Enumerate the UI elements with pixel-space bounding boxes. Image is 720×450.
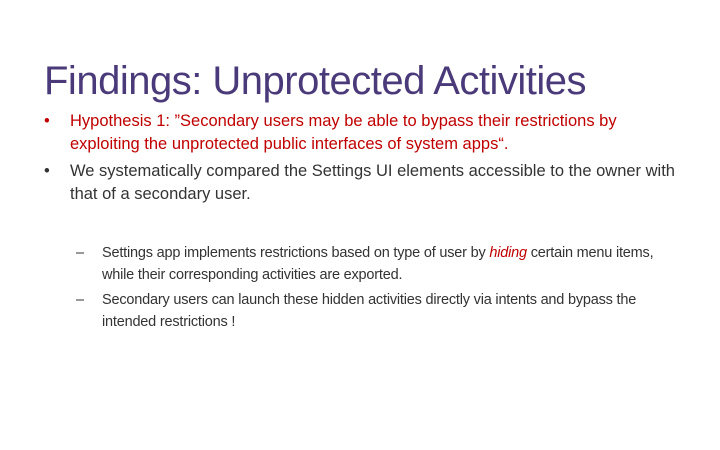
bullet-item-hypothesis: [44, 110, 684, 156]
bullet-text: Hypothesis 1: ”Secondary users may be able to bypass their restrictions by exploiting the unprotected public interfaces of system apps“.: [70, 112, 617, 153]
sub-bullet-item-launch: [76, 289, 676, 333]
slide-title: Findings: Unprotected Activities: [44, 58, 587, 103]
sub-bullet-text-before: Settings app implements restrictions based on type of user by: [102, 245, 490, 261]
sub-bullet-marker: –: [76, 292, 84, 308]
bullet-marker: •: [44, 112, 50, 130]
bullet-marker: •: [44, 162, 50, 180]
sub-bullet-text-after: certain menu items, while their corresponding activities are exported.: [102, 245, 654, 283]
sub-bullet-item-restrictions: [76, 242, 676, 286]
sub-bullet-text: Secondary users can launch these hidden activities directly via intents and bypass the intended restrictions !: [102, 292, 637, 330]
bullet-text: We systematically compared the Settings UI elements accessible to the owner with that of a secondary user.: [70, 162, 675, 203]
bullet-item-comparison: [44, 160, 684, 206]
sub-bullet-marker: –: [76, 245, 84, 261]
sub-bullet-emphasis: hiding: [489, 245, 527, 261]
sub-bullet-list: [76, 242, 676, 336]
bullet-list: [44, 110, 684, 210]
